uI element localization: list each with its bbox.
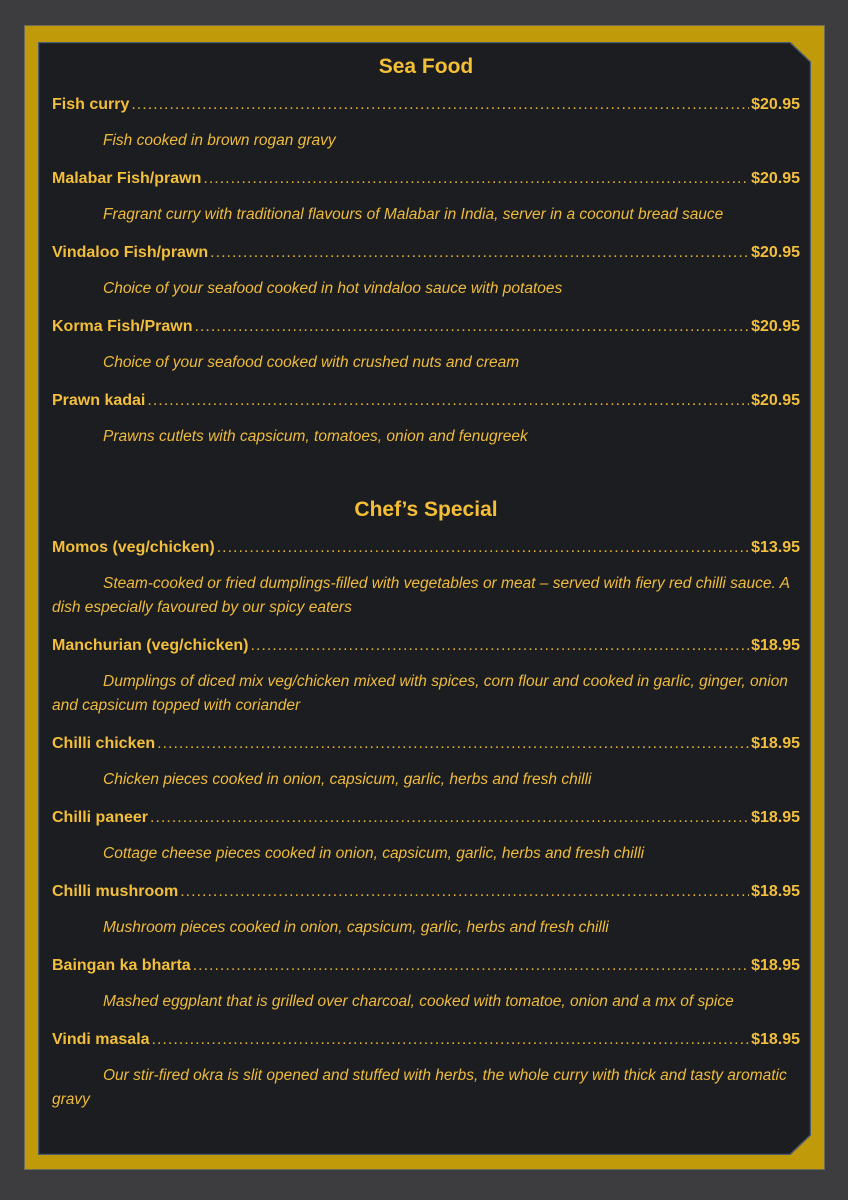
item-name: Vindaloo Fish/prawn	[52, 244, 209, 261]
item-name: Baingan ka bharta	[52, 957, 191, 974]
item-name: Chilli chicken	[52, 735, 156, 752]
leader-dots	[210, 234, 749, 271]
menu-item	[52, 873, 800, 947]
item-price: $18.95	[751, 735, 800, 752]
menu-item	[52, 1021, 800, 1119]
item-description: Choice of your seafood cooked in hot vindaloo sauce with potatoes	[103, 280, 563, 297]
menu-item	[52, 160, 800, 234]
leader-dots	[180, 873, 749, 910]
item-name: Manchurian (veg/chicken)	[52, 637, 249, 654]
section-chefs-special	[52, 491, 800, 1119]
leader-dots	[203, 160, 749, 197]
item-description: Mushroom pieces cooked in onion, capsicum, garlic, herbs and fresh chilli	[103, 919, 609, 936]
menu-item	[52, 234, 800, 308]
item-price: $18.95	[751, 637, 800, 654]
menu-item	[52, 627, 800, 725]
item-name: Momos (veg/chicken)	[52, 539, 215, 556]
section-title: Sea Food	[378, 55, 474, 78]
item-price: $18.95	[751, 957, 800, 974]
leader-dots	[131, 86, 749, 123]
item-description: Prawns cutlets with capsicum, tomatoes, onion and fenugreek	[103, 428, 528, 445]
item-name: Vindi masala	[52, 1031, 150, 1048]
item-name: Chilli mushroom	[52, 883, 179, 900]
item-description: Dumplings of diced mix veg/chicken mixed with spices, corn flour and cooked in garlic, ginger, onion and capsicum topped with coriander	[52, 673, 788, 714]
item-description: Fish cooked in brown rogan gravy	[103, 132, 336, 149]
menu-item	[52, 86, 800, 160]
item-price: $20.95	[751, 96, 800, 113]
item-price: $18.95	[751, 883, 800, 900]
item-name: Malabar Fish/prawn	[52, 170, 202, 187]
item-price: $20.95	[751, 318, 800, 335]
leader-dots	[152, 1021, 750, 1058]
item-description: Our stir-fired okra is slit opened and stuffed with herbs, the whole curry with thick and tasty aromatic gravy	[52, 1067, 787, 1108]
menu-item	[52, 529, 800, 627]
leader-dots	[193, 947, 749, 984]
leader-dots	[251, 627, 750, 664]
item-price: $13.95	[751, 539, 800, 556]
menu-item	[52, 725, 800, 799]
leader-dots	[194, 308, 749, 345]
menu-item	[52, 799, 800, 873]
item-price: $20.95	[751, 392, 800, 409]
item-name: Prawn kadai	[52, 392, 146, 409]
menu-item	[52, 382, 800, 456]
item-description: Chicken pieces cooked in onion, capsicum, garlic, herbs and fresh chilli	[103, 771, 592, 788]
menu-item	[52, 308, 800, 382]
menu-item	[52, 947, 800, 1021]
item-description: Mashed eggplant that is grilled over charcoal, cooked with tomatoe, onion and a mx of spice	[103, 993, 734, 1010]
item-description: Choice of your seafood cooked with crushed nuts and cream	[103, 354, 520, 371]
section-title: Chef’s Special	[354, 498, 498, 521]
section-spacer	[52, 456, 800, 491]
leader-dots	[147, 382, 749, 419]
leader-dots	[157, 725, 749, 762]
item-description: Cottage cheese pieces cooked in onion, capsicum, garlic, herbs and fresh chilli	[103, 845, 645, 862]
item-price: $18.95	[751, 809, 800, 826]
item-name: Korma Fish/Prawn	[52, 318, 193, 335]
item-description: Fragrant curry with traditional flavours of Malabar in India, server in a coconut bread sauce	[103, 206, 724, 223]
item-price: $20.95	[751, 170, 800, 187]
section-sea-food	[52, 48, 800, 456]
item-price: $18.95	[751, 1031, 800, 1048]
item-name: Fish curry	[52, 96, 130, 113]
menu-content	[52, 48, 800, 1119]
item-description: Steam-cooked or fried dumplings-filled with vegetables or meat – served with fiery red chilli sauce. A dish especially favoured by our spicy eaters	[52, 575, 790, 616]
leader-dots	[150, 799, 749, 836]
item-price: $20.95	[751, 244, 800, 261]
leader-dots	[217, 529, 749, 566]
item-name: Chilli paneer	[52, 809, 149, 826]
